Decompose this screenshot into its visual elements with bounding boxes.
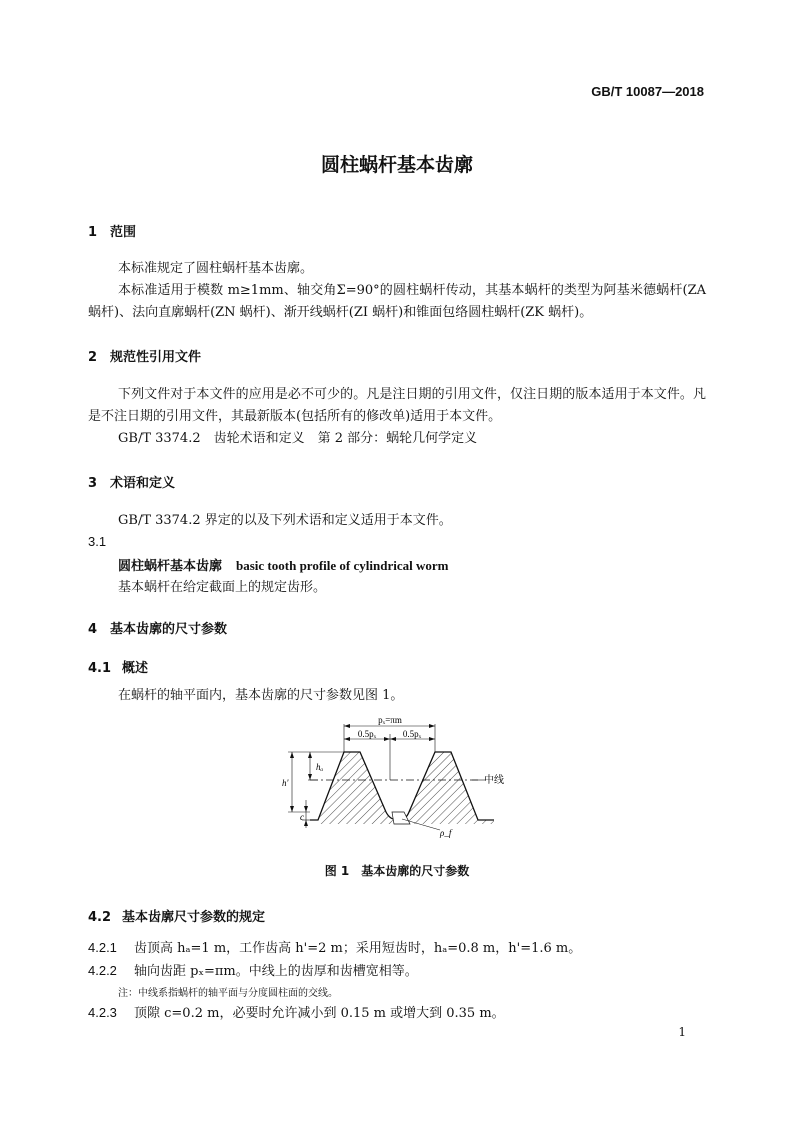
clause-4-2-2 [88,960,418,979]
fillet-radius-marker [392,812,410,824]
section-number: 4 [88,622,98,637]
section-4-2-heading [88,906,265,925]
section-number: 2 [88,350,98,365]
clause-4-2-1 [88,937,581,956]
section-title: 规范性引用文件 [110,350,202,365]
label-half-left: 0.5pₓ [357,729,377,739]
clause-number: 4.2.3 [88,1005,117,1020]
clause-number: 4.2.2 [88,963,117,978]
label-c: c [300,812,304,822]
term-english: basic tooth profile of cylindrical worm [236,558,449,573]
clause-4-2-3 [88,1002,505,1021]
label-px: pₓ=πm [378,715,402,725]
term-definition: 基本蜗杆在给定截面上的规定齿形。 [118,580,327,595]
figure-caption: 图 1 基本齿廓的尺寸参数 [324,864,470,878]
section-4-1-paragraph: 在蜗杆的轴平面内，基本齿廓的尺寸参数见图 1。 [118,688,404,703]
clause-number: 4.2.1 [88,940,117,955]
section-2-paragraph: 下列文件对于本文件的应用是必不可少的。凡是注日期的引用文件，仅注日期的版本适用于本文件。凡是不注日期的引用文件，其最新版本(包括所有的修改单)适用于本文件。 [88,387,706,424]
worm-tooth-body [318,752,494,824]
section-title: 术语和定义 [110,476,176,491]
term-chinese: 圆柱蜗杆基本齿廓 [118,559,223,574]
section-number: 1 [88,225,98,240]
section-4-1-heading [88,657,148,676]
section-title: 基本齿廓的尺寸参数 [110,622,228,637]
subsection-title: 基本齿廓尺寸参数的规定 [122,910,266,925]
section-title: 范围 [110,225,137,240]
subsection-number: 4.1 [88,661,112,676]
section-1-heading [88,221,136,240]
section-1-paragraph-2: 本标准适用于模数 m≥1mm、轴交角Σ=90°的圆柱蜗杆传动，其基本蜗杆的类型为阿基米德蜗杆(ZA 蜗杆)、法向直廓蜗杆(ZN 蜗杆)、渐开线蜗杆(ZI 蜗杆)和锥面包络圆柱蜗杆(ZK 蜗杆)。 [88,283,706,320]
label-h: h' [282,778,289,788]
note: 注：中线系指蜗杆的轴平面与分度圆柱面的交线。 [118,988,338,999]
label-half-right: 0.5pₓ [402,729,422,739]
section-3-heading [88,472,175,491]
section-number: 3 [88,476,98,491]
label-rho: ρ_f [440,828,452,838]
document-title: 圆柱蜗杆基本齿廓 [320,154,473,176]
term-entry [118,555,448,574]
normative-reference: GB/T 3374.2 齿轮术语和定义 第 2 部分：蜗轮几何学定义 [118,431,478,446]
term-number: 3.1 [88,534,107,549]
clause-text: 齿顶高 hₐ=1 m，工作齿高 h'=2 m；采用短齿时，hₐ=0.8 m，h'=1.6 m。 [134,941,582,956]
section-4-heading [88,618,227,637]
clause-text: 顶隙 c=0.2 m，必要时允许减小到 0.15 m 或增大到 0.35 m。 [134,1006,505,1021]
standard-number: GB/T 10087—2018 [591,84,704,99]
label-ha: hₐ [316,762,324,772]
section-1-paragraph-1: 本标准规定了圆柱蜗杆基本齿廓。 [118,261,314,276]
subsection-title: 概述 [122,661,149,676]
page-number: 1 [678,1025,686,1039]
section-2-heading [88,346,201,365]
subsection-number: 4.2 [88,910,112,925]
section-3-paragraph: GB/T 3374.2 界定的以及下列术语和定义适用于本文件。 [118,513,452,528]
label-midline: 中线 [484,775,504,786]
tooth-profile-figure [280,712,510,840]
clause-text: 轴向齿距 pₓ=πm。中线上的齿厚和齿槽宽相等。 [134,964,418,979]
